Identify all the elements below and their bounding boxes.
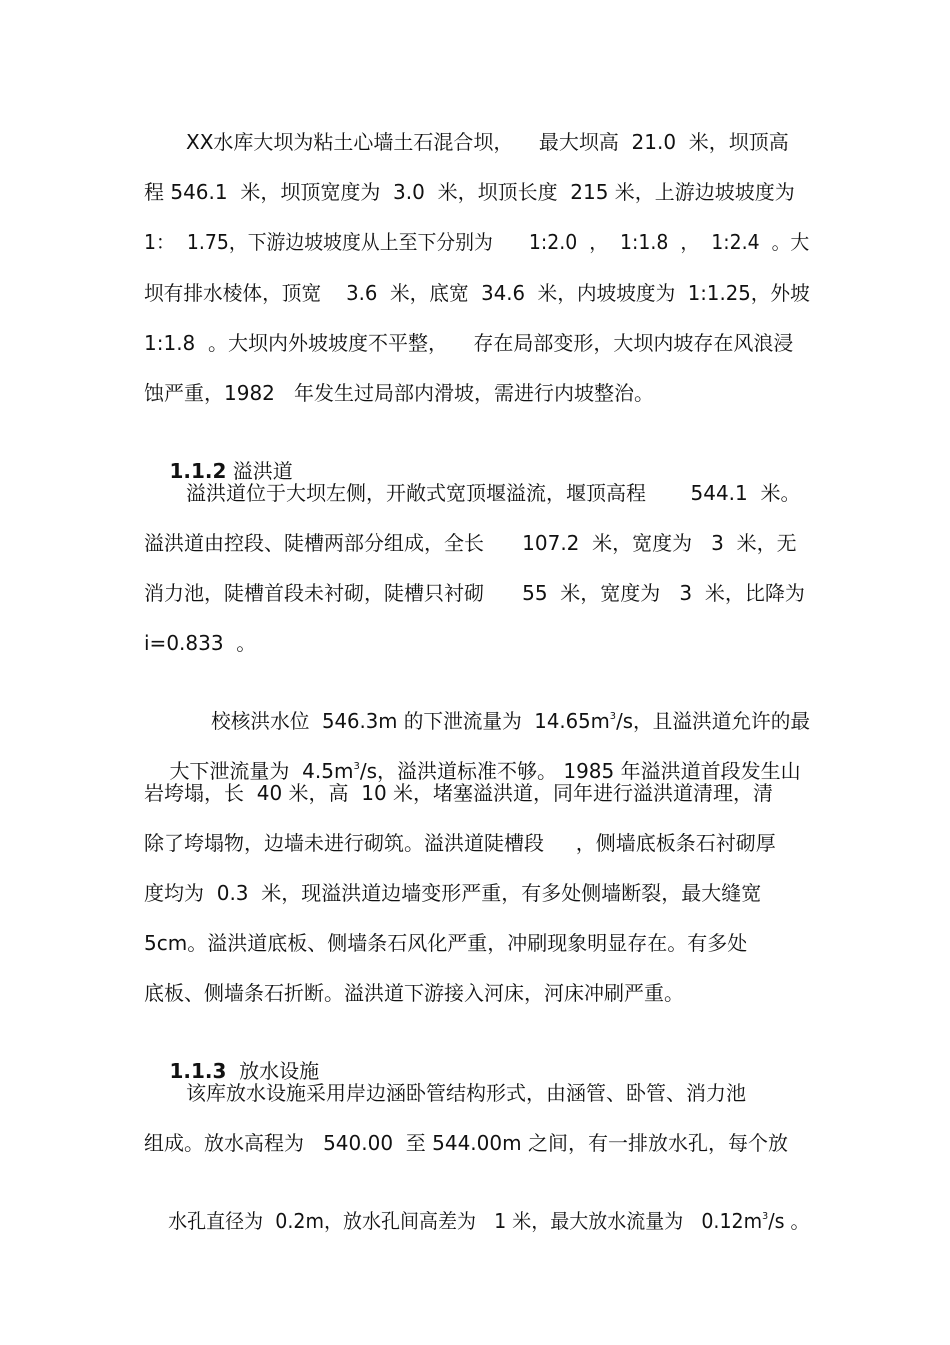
spillway-heading-text: 溢洪道: [226, 459, 293, 483]
dam-paragraph-line-6: 蚀严重，1982 年发生过局部内滑坡，需进行内坡整治。: [144, 381, 654, 405]
flood-text-a: 校核洪水位 546.3m 的下泄流量为 14.65m: [211, 709, 610, 733]
dam-paragraph-line-5: 1:1.8 。大坝内外坡坡度不平整， 存在局部变形，大坝内坡存在风浪浸: [144, 331, 794, 355]
outlet-paragraph-line-1: 该库放水设施采用岸边涵卧管结构形式，由涵管、卧管、消力池: [186, 1081, 746, 1105]
spillway-paragraph-line-4: i=0.833 。: [144, 631, 257, 655]
flood-paragraph-line-1: [186, 679, 811, 733]
flood-text-d: /s，溢洪道标准不够。 1985 年溢洪道首段发生山: [359, 759, 801, 783]
flood-paragraph-line-6: 5cm。溢洪道底板、侧墙条石风化严重，冲刷现象明显存在。有多处: [144, 931, 748, 955]
spillway-heading-number: 1.1.2: [169, 459, 227, 483]
superscript-3: 3: [609, 711, 617, 722]
spillway-heading: [144, 429, 293, 483]
outlet-heading: [144, 1029, 320, 1083]
outlet-text-b: /s 。: [768, 1209, 810, 1233]
flood-paragraph-line-2: [144, 729, 801, 783]
outlet-paragraph-line-2: 组成。放水高程为 540.00 至 544.00m 之间，有一排放水孔，每个放: [144, 1131, 788, 1155]
outlet-heading-number: 1.1.3: [169, 1059, 227, 1083]
dam-paragraph-line-1: XX水库大坝为粘土心墙土石混合坝， 最大坝高 21.0 米，坝顶高: [186, 130, 789, 154]
flood-paragraph-line-7: 底板、侧墙条石折断。溢洪道下游接入河床，河床冲刷严重。: [144, 981, 684, 1005]
superscript-3: 3: [762, 1211, 769, 1222]
dam-paragraph-line-3: 1： 1.75，下游边坡坡度从上至下分别为 1:2.0 ， 1:1.8 ， 1:2.4 。大: [144, 230, 810, 254]
superscript-3: 3: [353, 761, 360, 772]
outlet-heading-text: 放水设施: [226, 1059, 320, 1083]
flood-text-b: /s，且溢洪道允许的最: [616, 709, 811, 733]
outlet-text-a: 水孔直径为 0.2m，放水孔间高差为 1 米，最大放水流量为 0.12m: [168, 1209, 763, 1233]
dam-paragraph-line-4: 坝有排水棱体，顶宽 3.6 米，底宽 34.6 米，内坡坡度为 1:1.25，外坡: [144, 281, 810, 305]
spillway-paragraph-line-1: 溢洪道位于大坝左侧，开敞式宽顶堰溢流，堰顶高程 544.1 米。: [186, 481, 801, 505]
flood-paragraph-line-5: 度均为 0.3 米，现溢洪道边墙变形严重，有多处侧墙断裂，最大缝宽: [144, 881, 762, 905]
dam-paragraph-line-2: 程 546.1 米，坝顶宽度为 3.0 米，坝顶长度 215 米，上游边坡坡度为: [144, 180, 795, 204]
flood-paragraph-line-4: 除了垮塌物，边墙未进行砌筑。溢洪道陡槽段 ，侧墙底板条石衬砌厚: [144, 831, 776, 855]
outlet-paragraph-line-3: [144, 1179, 810, 1233]
spillway-paragraph-line-2: 溢洪道由控段、陡槽两部分组成，全长 107.2 米，宽度为 3 米，无: [144, 531, 797, 555]
flood-text-c: 大下泄流量为 4.5m: [169, 759, 354, 783]
spillway-paragraph-line-3: 消力池，陡槽首段未衬砌，陡槽只衬砌 55 米，宽度为 3 米，比降为: [144, 581, 805, 605]
flood-paragraph-line-3: 岩垮塌，长 40 米，高 10 米，堵塞溢洪道，同年进行溢洪道清理，清: [144, 781, 774, 805]
